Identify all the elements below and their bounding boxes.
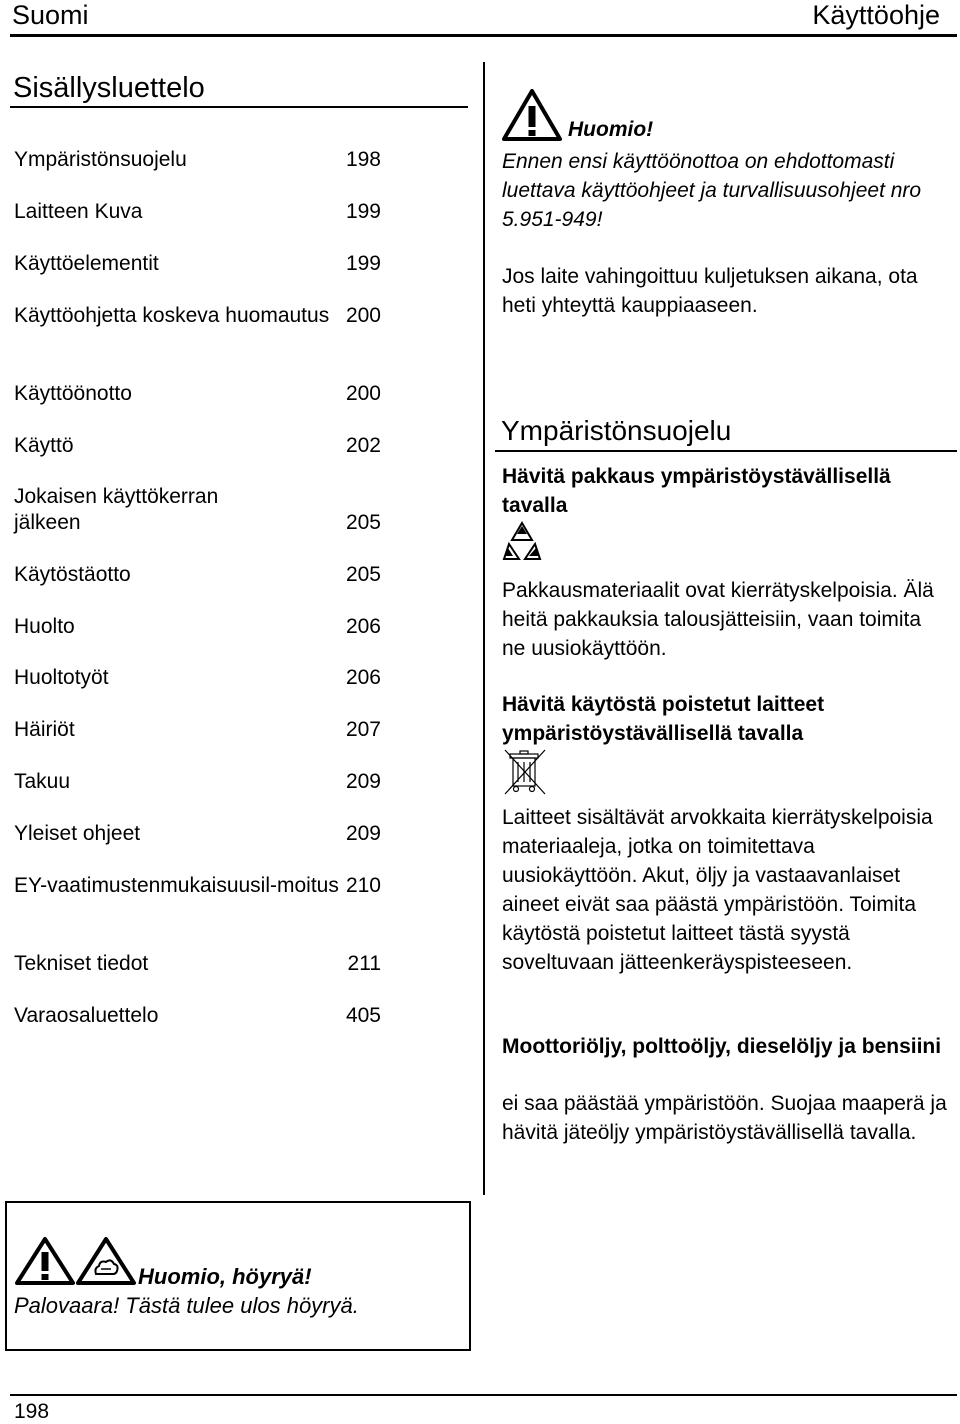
steam-warning-text: Palovaara! Tästä tulee ulos höyryä. <box>14 1293 359 1318</box>
toc-entry[interactable] <box>14 1003 381 1029</box>
toc-entry-label: Huoltotyöt <box>14 666 109 689</box>
steam-warning-title: Huomio, höyryä! <box>138 1264 312 1289</box>
toc-title: Sisällysluettelo <box>13 72 205 104</box>
footer-divider <box>10 1394 957 1396</box>
toc-entry[interactable] <box>14 381 381 407</box>
warning-triangle-icon <box>501 88 563 147</box>
oil-text: ei saa päästää ympäristöön. Suojaa maaperä ja hävitä jäteöljy ympäristöystävällisellä tavalla. <box>502 1092 947 1144</box>
toc-entry-page: 202 <box>345 434 381 457</box>
toc-entry[interactable] <box>14 147 381 173</box>
toc-entry[interactable] <box>14 614 381 640</box>
toc-entry-page: 210 <box>345 874 381 897</box>
toc-entry[interactable] <box>14 433 381 459</box>
header-language: Suomi <box>12 0 89 30</box>
toc-entry[interactable] <box>14 951 381 977</box>
crossed-bin-icon <box>501 746 549 803</box>
toc-entry[interactable] <box>14 717 381 743</box>
toc-entry-label: Jokaisen käyttökerran jälkeen <box>14 485 219 534</box>
oil-heading: Moottoriöljy, polttoöljy, dieselöljy ja bensiini <box>502 1035 942 1058</box>
toc-entry-page: 198 <box>345 148 381 171</box>
packaging-heading: Hävitä pakkaus ympäristöystävällisellä tavalla <box>502 465 891 517</box>
toc-entry-page: 199 <box>345 200 381 223</box>
steam-warning-icon <box>75 1236 137 1291</box>
packaging-text: Pakkausmateriaalit ovat kierrätyskelpoisia. Älä heitä pakkauksia talousjätteisiin, vaan toimita ne uusiokäyttöön. <box>502 579 934 660</box>
notice-text: Ennen ensi käyttöönottoa on ehdottomasti luettava käyttöohjeet ja turvallisuusohjeet nro 5.951-949! <box>502 150 922 231</box>
toc-entry-page: 405 <box>345 1004 381 1027</box>
toc-entry-page: 205 <box>345 511 381 534</box>
devices-heading: Hävitä käytöstä poistetut laitteet ympäristöystävällisellä tavalla <box>502 693 825 745</box>
notice-title: Huomio! <box>568 118 654 141</box>
toc-entry-label: Käytöstäotto <box>14 563 131 586</box>
toc-entry[interactable] <box>14 873 381 899</box>
section-divider <box>495 450 957 452</box>
page-number: 198 <box>14 1400 50 1423</box>
toc-entry-label: Häiriöt <box>14 718 75 741</box>
toc-entry-label: Tekniset tiedot <box>14 952 149 975</box>
toc-entry-page: 205 <box>345 563 381 586</box>
devices-text: Laitteet sisältävät arvokkaita kierrätyskelpoisia materiaaleja, jotka on toimitettava uusiokäyttöön. Akut, öljy ja vastaavanlaiset aineet eivät saa päästä ympäristöön. Toimita käytöstä poistetut laitteet tästä syystä soveltuvaan jätteenkeräyspisteeseen. <box>502 806 933 974</box>
toc-entry[interactable] <box>14 769 381 795</box>
warning-triangle-icon <box>14 1236 76 1291</box>
damage-notice-text: Jos laite vahingoittuu kuljetuksen aikana, ota heti yhteyttä kauppiaaseen. <box>502 265 918 317</box>
toc-entry-label: Käyttöohjetta koskeva huomautus <box>14 304 330 327</box>
recycling-icon <box>501 520 543 567</box>
section-title: Ympäristönsuojelu <box>501 415 732 446</box>
toc-entry-label: Laitteen Kuva <box>14 200 143 223</box>
toc-entry[interactable] <box>14 562 381 588</box>
toc-divider <box>10 106 468 108</box>
column-divider <box>483 62 485 1195</box>
toc-entry[interactable] <box>14 251 381 277</box>
toc-entry[interactable] <box>14 821 381 847</box>
toc-entry[interactable] <box>14 484 381 536</box>
toc-entry-label: Ympäristönsuojelu <box>14 148 187 171</box>
toc-entry-page: 206 <box>345 615 381 638</box>
toc-entry-page: 200 <box>345 304 381 327</box>
toc-entry-page: 206 <box>345 666 381 689</box>
toc-entry-page: 200 <box>345 382 381 405</box>
toc-entry-page: 209 <box>345 822 381 845</box>
toc-entry-page: 211 <box>347 952 381 975</box>
toc-entry[interactable] <box>14 665 381 691</box>
toc-entry-label: Käyttöönotto <box>14 382 132 405</box>
toc-entry-page: 209 <box>345 770 381 793</box>
toc-entry-label: Takuu <box>14 770 71 793</box>
toc-entry[interactable] <box>14 303 381 329</box>
toc-entry-label: Yleiset ohjeet <box>14 822 141 845</box>
toc-entry-label: Varaosaluettelo <box>14 1004 159 1027</box>
toc-entry-label: Käyttö <box>14 434 74 457</box>
header-divider <box>10 34 957 37</box>
toc-entry-page: 207 <box>345 718 381 741</box>
toc-entry-page: 199 <box>345 252 381 275</box>
toc-entry[interactable] <box>14 199 381 225</box>
header-doc-type: Käyttöohje <box>812 0 940 30</box>
toc-entry-label: EY-vaatimustenmukaisuusil-moitus <box>14 874 339 897</box>
toc-entry-label: Huolto <box>14 615 75 638</box>
toc-entry-label: Käyttöelementit <box>14 252 159 275</box>
